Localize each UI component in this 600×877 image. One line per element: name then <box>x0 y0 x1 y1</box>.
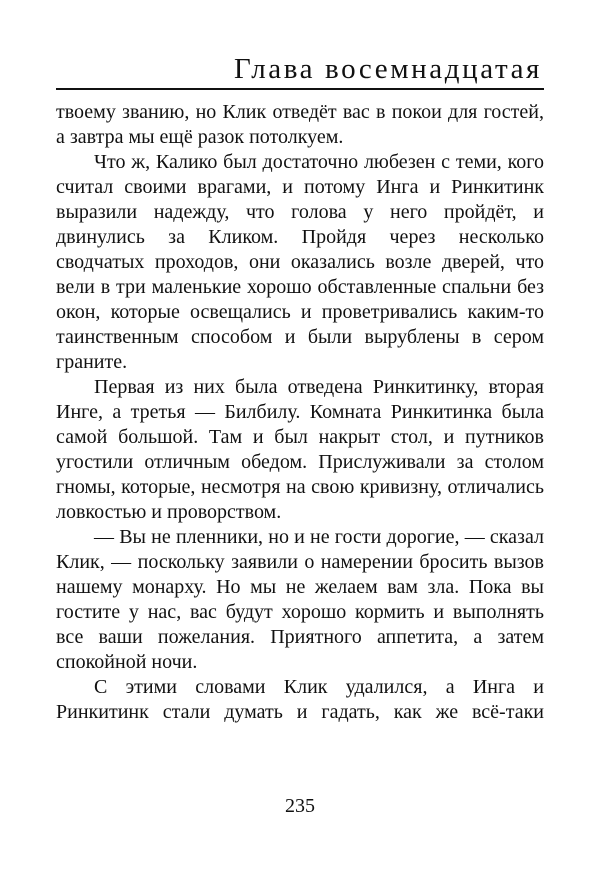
page-number: 235 <box>285 795 315 817</box>
paragraph: Первая из них была отведена Ринкитинку, вторая Инге, а третья — Билбилу. Комната Ринкитинка была самой большой. Там и был накрыт стол, и путников угостили отличным обедом. Прислуживали за столом гномы, которые, несмотря на свою кривизну, отличались ловкостью и проворством. <box>56 376 544 523</box>
paragraph-continuation: твоему званию, но Клик отведёт вас в покои для гостей, а завтра мы ещё разок потолкуем. <box>56 101 544 148</box>
paragraph: — Вы не пленники, но и не гости дорогие, — сказал Клик, — поскольку заявили о намерении бросить вызов нашему монарху. Но мы не желаем вам зла. Пока вы гостите у нас, вас будут хорошо кормить и выполнять все ваши пожелания. Приятного аппетита, а затем спокойной ночи. <box>56 526 544 673</box>
body-text <box>56 100 544 725</box>
paragraph-continues-next-page: С этими словами Клик удалился, а Инга и Ринкитинк стали думать и гадать, как же всё-таки <box>56 676 544 723</box>
paragraph: Что ж, Калико был достаточно любезен с теми, кого считал своими врагами, и потому Инга и Ринкитинк выразили надежду, что голова у него пройдёт, и двинулись за Кликом. Пройдя через несколько сводчатых проходов, они оказались возле дверей, что вели в три маленькие хорошо обставленные спальни без окон, которые освещались и проветривались каким-то таинственным способом и были вырублены в сером граните. <box>56 151 544 373</box>
chapter-title: Глава восемнадцатая <box>234 53 542 85</box>
running-header <box>56 44 544 90</box>
